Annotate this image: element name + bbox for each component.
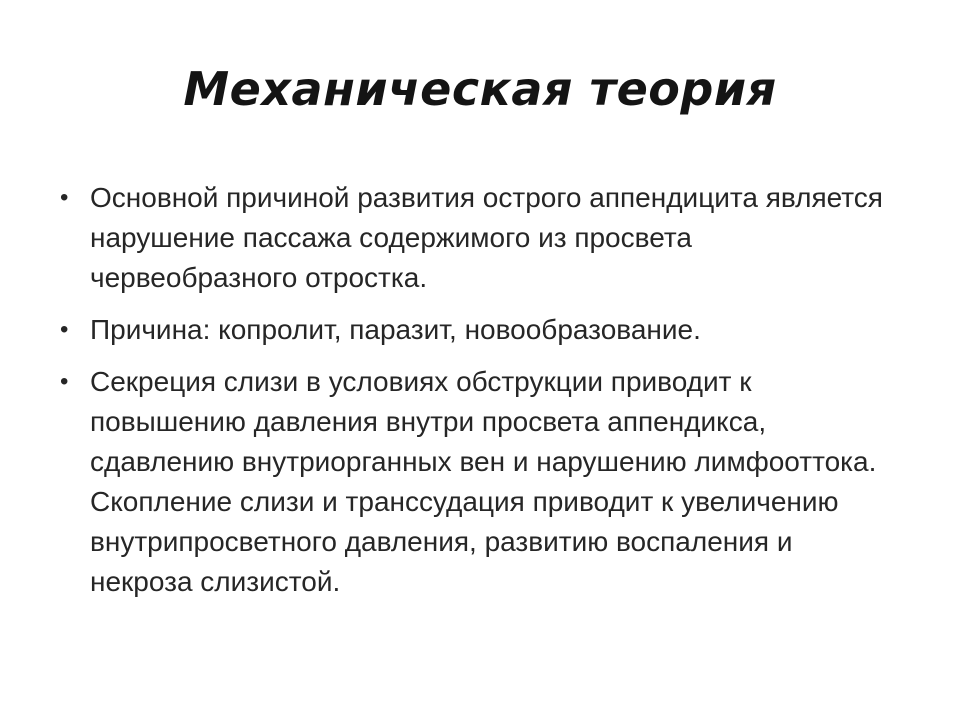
bullet-text-2: Причина: копролит, паразит, новообразование. <box>90 314 701 345</box>
bullet-item-3 <box>58 362 900 602</box>
bullet-dot-icon: • <box>60 184 69 211</box>
bullet-text-3: Секреция слизи в условиях обструкции приводит к повышению давления внутри просвета аппендикса, сдавлению внутриорганных вен и нарушению лимфооттока. Скопление слизи и транссудация приводит к увеличению внутрипросветного давления, развитию воспаления и некроза слизистой. <box>90 366 877 597</box>
slide-title: Механическая теория <box>183 62 777 116</box>
bullet-text-1: Основной причиной развития острого аппендицита является нарушение пассажа содержимого из просвета червеобразного отростка. <box>90 182 883 293</box>
bullet-dot-icon: • <box>60 316 69 343</box>
bullet-dot-icon: • <box>60 368 69 395</box>
bullet-item-1 <box>58 178 900 298</box>
bullet-list <box>58 178 900 614</box>
bullet-item-2 <box>58 310 900 350</box>
